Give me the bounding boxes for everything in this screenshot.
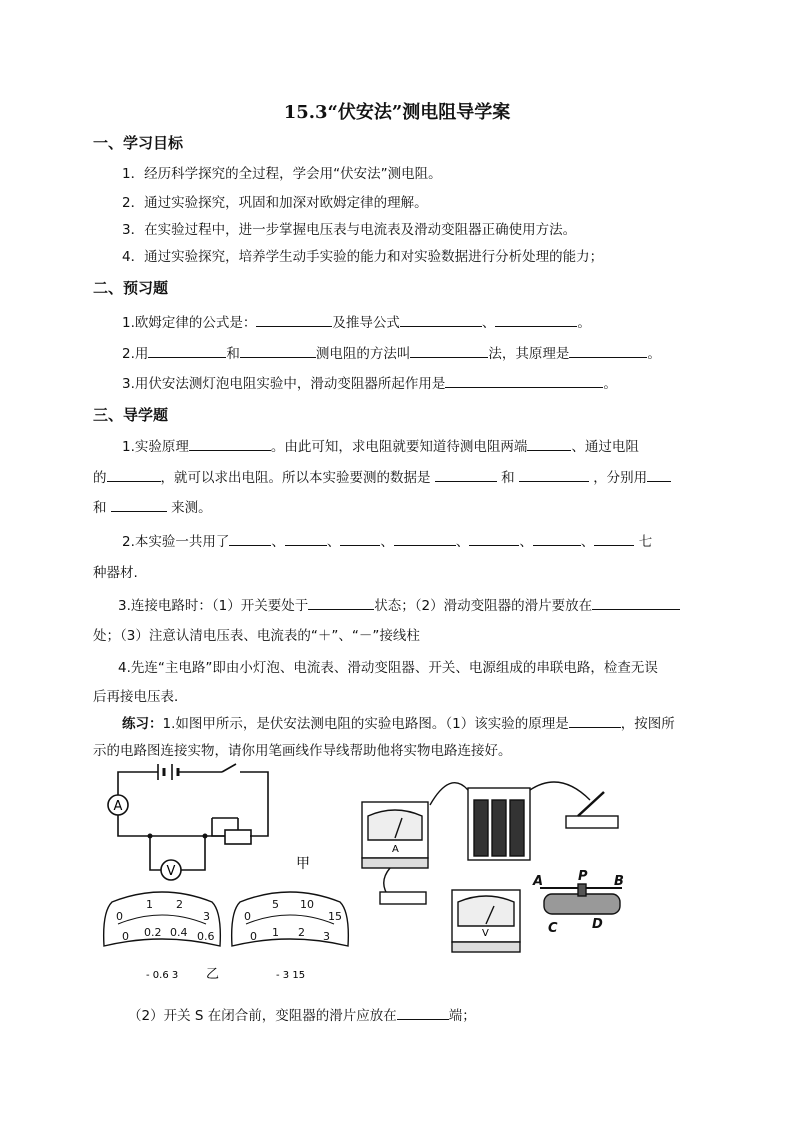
- answer-blank: [533, 531, 581, 546]
- svg-text:P: P: [578, 869, 588, 884]
- guide-q4-line1: 4.先连“主电路”即由小灯泡、电流表、滑动变阻器、开关、电源组成的串联电路，检查无误: [118, 660, 658, 676]
- voltmeter-terminals: - 3 15: [276, 970, 306, 981]
- svg-text:1: 1: [146, 898, 153, 911]
- experiment-figure: [0, 760, 794, 1000]
- voltmeter-label: V: [166, 864, 176, 879]
- answer-blank: [397, 1005, 449, 1020]
- apparatus-rheostat: [540, 884, 622, 914]
- answer-blank: [519, 467, 589, 482]
- svg-text:1: 1: [272, 926, 279, 939]
- section2-heading: 二、预习题: [93, 279, 169, 297]
- section1-heading: 一、学习目标: [93, 134, 184, 152]
- guide-q1-line1: 1.实验原理 。由此可知，求电阻就要知道待测电阻两端 、通过电阻: [122, 435, 639, 455]
- answer-blank: [394, 531, 456, 546]
- answer-blank: [594, 531, 634, 546]
- answer-blank: [189, 436, 271, 451]
- label-jia: 甲: [296, 856, 310, 872]
- answer-blank: [445, 373, 603, 388]
- figure-svg: [0, 760, 794, 1000]
- svg-text:D: D: [592, 917, 603, 932]
- answer-blank: [569, 343, 647, 358]
- answer-blank: [469, 531, 519, 546]
- exercise-line2: 示的电路图连接实物，请你用笔画线作导线帮助他将实物电路连接好。: [93, 743, 512, 759]
- section3-heading: 三、导学题: [93, 406, 169, 424]
- apparatus-voltmeter: [452, 890, 520, 952]
- guide-q1-line3: 和 来测。: [93, 496, 212, 516]
- answer-blank: [435, 467, 497, 482]
- svg-text:15: 15: [328, 910, 342, 923]
- answer-blank: [111, 497, 167, 512]
- objective-3: 3．在实验过程中，进一步掌握电压表与电流表及滑动变阻器正确使用方法。: [122, 222, 577, 238]
- guide-q3-line1: 3.连接电路时：（1）开关要处于 状态；（2）滑动变阻器的滑片要放在: [118, 594, 680, 614]
- preview-q3: 3.用伏安法测灯泡电阻实验中，滑动变阻器所起作用是 。: [122, 372, 617, 392]
- apparatus-switch: [566, 792, 618, 828]
- exercise-q2: （2）开关 S 在闭合前，变阻器的滑片应放在 端；: [128, 1004, 476, 1024]
- objective-1: 1．经历科学探究的全过程，学会用“伏安法”测电阻。: [122, 166, 442, 182]
- answer-blank: [647, 467, 671, 482]
- svg-text:B: B: [614, 874, 624, 889]
- svg-text:0.2: 0.2: [144, 926, 162, 939]
- guide-q4-line2: 后再接电压表．: [93, 689, 188, 705]
- svg-text:C: C: [548, 921, 558, 936]
- answer-blank: [285, 531, 327, 546]
- guide-q2-line1: 2.本实验一共用了 、 、 、 、 、 、 七: [122, 530, 652, 550]
- svg-text:3: 3: [323, 930, 330, 943]
- svg-text:10: 10: [300, 898, 314, 911]
- svg-text:0.6: 0.6: [197, 930, 215, 943]
- answer-blank: [410, 343, 488, 358]
- objective-4: 4．通过实验探究，培养学生动手实验的能力和对实验数据进行分析处理的能力；: [122, 249, 604, 265]
- answer-blank: [400, 312, 482, 327]
- ammeter-terminals: - 0.6 3: [146, 970, 179, 981]
- answer-blank: [569, 713, 621, 728]
- svg-text:0: 0: [250, 930, 257, 943]
- answer-blank: [229, 531, 271, 546]
- apparatus-ammeter-label: A: [392, 844, 399, 855]
- svg-text:2: 2: [298, 926, 305, 939]
- svg-text:0: 0: [116, 910, 123, 923]
- objective-2: 2．通过实验探究，巩固和加深对欧姆定律的理解。: [122, 195, 428, 211]
- answer-blank: [240, 343, 316, 358]
- ammeter-label: A: [113, 799, 123, 814]
- answer-blank: [256, 312, 332, 327]
- svg-text:A: A: [533, 874, 544, 889]
- answer-blank: [308, 595, 374, 610]
- apparatus-lamp: [380, 868, 426, 904]
- answer-blank: [340, 531, 380, 546]
- label-yi: 乙: [206, 967, 220, 982]
- answer-blank: [527, 436, 571, 451]
- svg-text:2: 2: [176, 898, 183, 911]
- preview-q1: 1.欧姆定律的公式是： 及推导公式 、 。: [122, 311, 591, 331]
- svg-text:5: 5: [272, 898, 279, 911]
- guide-q3-line2: 处；（3）注意认清电压表、电流表的“＋”、“－”接线柱: [93, 628, 420, 644]
- guide-q1-line2: 的 ，就可以求出电阻。所以本实验要测的数据是 和 ，分别用: [93, 466, 671, 486]
- page-title: 15.3“伏安法”测电阻导学案: [283, 102, 511, 123]
- svg-text:0.4: 0.4: [170, 926, 188, 939]
- apparatus-ammeter: [362, 802, 428, 868]
- answer-blank: [495, 312, 577, 327]
- answer-blank: [107, 467, 161, 482]
- svg-text:0: 0: [244, 910, 251, 923]
- circuit-diagram: [118, 764, 268, 870]
- svg-text:0: 0: [122, 930, 129, 943]
- svg-text:3: 3: [203, 910, 210, 923]
- answer-blank: [592, 595, 680, 610]
- preview-q2: 2.用 和 测电阻的方法叫 法，其原理是 。: [122, 342, 661, 362]
- answer-blank: [148, 343, 226, 358]
- guide-q2-line2: 种器材.: [93, 565, 138, 581]
- apparatus-voltmeter-label: V: [482, 928, 489, 939]
- exercise-line1: 练习：1.如图甲所示，是伏安法测电阻的实验电路图。（1）该实验的原理是 ，按图所: [122, 712, 675, 732]
